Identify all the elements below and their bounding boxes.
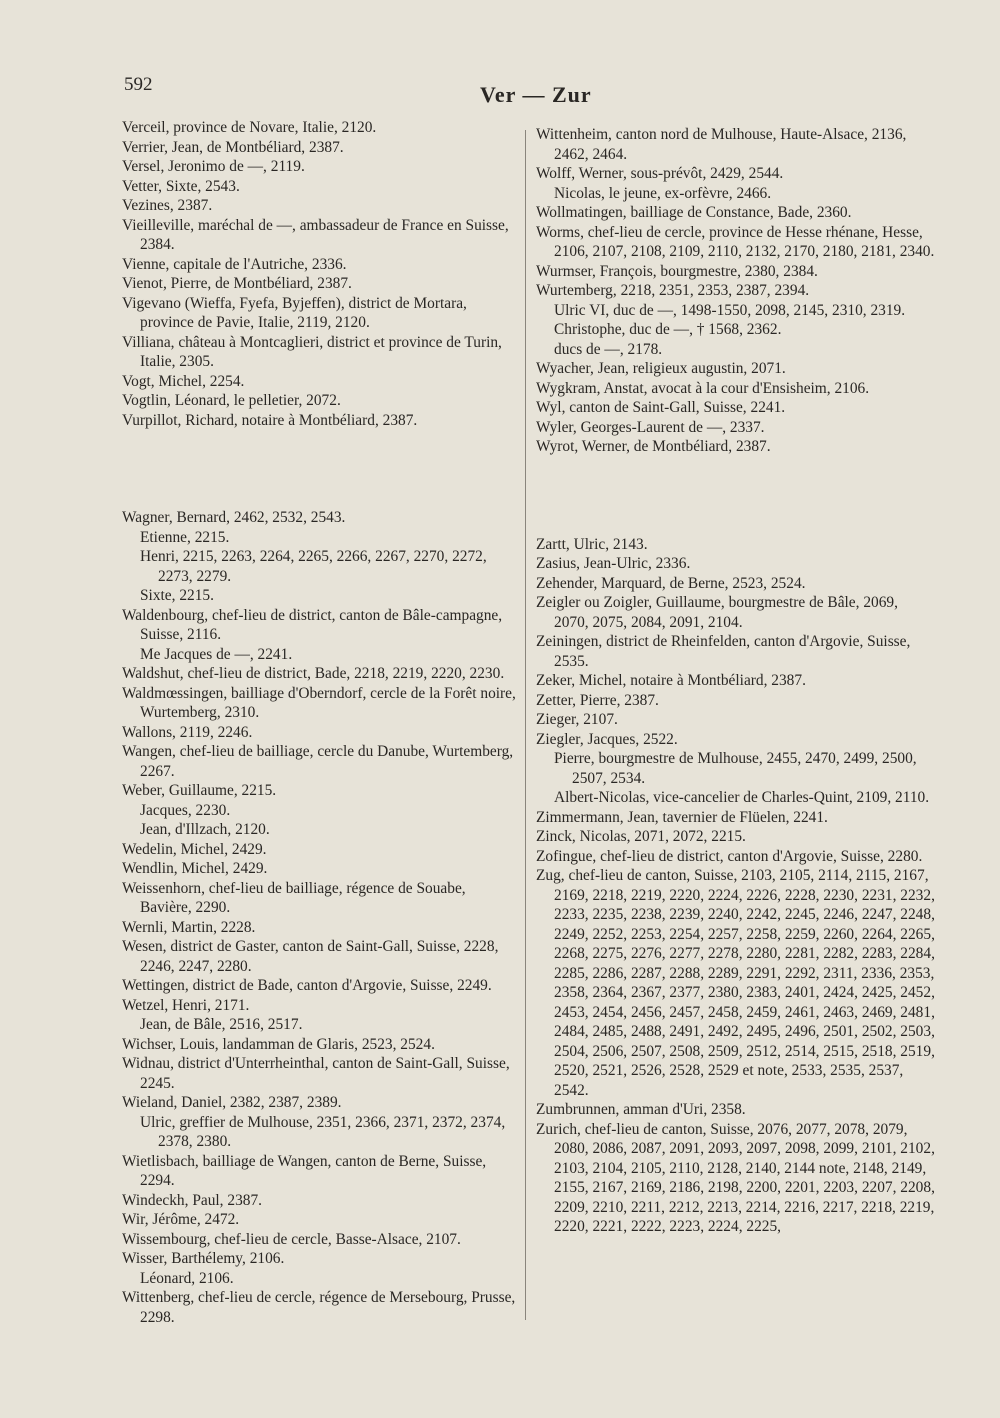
index-entry: Vezines, 2387. bbox=[122, 197, 213, 214]
index-entry: Waldenbourg, chef-lieu de district, canton de Bâle-campagne, Suisse, 2116. bbox=[122, 606, 503, 643]
index-subentry: Léonard, 2106. bbox=[140, 1269, 234, 1287]
index-subentry: Etienne, 2215. bbox=[140, 528, 230, 546]
index-entry: Wesen, district de Gaster, canton de Saint-Gall, Suisse, 2228, 2246, 2247, 2280. bbox=[122, 938, 499, 975]
index-entry: Wyacher, Jean, religieux augustin, 2071. bbox=[536, 360, 786, 377]
index-subentry: Ulric VI, duc de —, 1498-1550, 2098, 2145, 2310, 2319. bbox=[554, 301, 906, 319]
index-entry: Waldmœssingen, bailliage d'Oberndorf, cercle de la Forêt noire, Wurtemberg, 2310. bbox=[122, 684, 516, 721]
index-entry: Vogtlin, Léonard, le pelletier, 2072. bbox=[122, 392, 341, 409]
index-subentry: Jean, de Bâle, 2516, 2517. bbox=[140, 1016, 303, 1033]
index-entry: Vurpillot, Richard, notaire à Montbéliard, 2387. bbox=[122, 411, 418, 429]
index-entry: Wietlisbach, bailliage de Wangen, canton de Berne, Suisse, 2294. bbox=[122, 1152, 487, 1189]
index-entry: Wallons, 2119, 2246. bbox=[122, 723, 253, 741]
left-column bbox=[122, 118, 518, 1327]
index-entry: Wittenheim, canton nord de Mulhouse, Haute-Alsace, 2136, 2462, 2464. bbox=[536, 126, 907, 163]
index-entry: Wieland, Daniel, 2382, 2387, 2389. bbox=[122, 1094, 342, 1111]
index-entry: Vetter, Sixte, 2543. bbox=[122, 177, 240, 195]
index-entry: Zetter, Pierre, 2387. bbox=[536, 691, 659, 709]
index-entry: Wygkram, Anstat, avocat à la cour d'Ensisheim, 2106. bbox=[536, 379, 870, 397]
index-subentry: Ulric, greffier de Mulhouse, 2351, 2366, 2371, 2372, 2374, 2378, 2380. bbox=[140, 1113, 506, 1150]
index-entry: Wichser, Louis, landamman de Glaris, 2523, 2524. bbox=[122, 1035, 435, 1053]
index-entry: Zartt, Ulric, 2143. bbox=[536, 535, 648, 553]
index-entry: Wurmser, François, bourgmestre, 2380, 2384. bbox=[536, 262, 818, 280]
index-entry: Zumbrunnen, amman d'Uri, 2358. bbox=[536, 1101, 746, 1118]
index-entry: Zeiningen, district de Rheinfelden, canton d'Argovie, Suisse, 2535. bbox=[536, 633, 911, 670]
index-entry: Wir, Jérôme, 2472. bbox=[122, 1211, 240, 1228]
index-subentry: Christophe, duc de —, † 1568, 2362. bbox=[554, 321, 782, 338]
index-entry: Zinck, Nicolas, 2071, 2072, 2215. bbox=[536, 828, 746, 845]
right-column bbox=[536, 125, 936, 1237]
index-entry: Wyl, canton de Saint-Gall, Suisse, 2241. bbox=[536, 399, 786, 416]
index-entry: Wyrot, Werner, de Montbéliard, 2387. bbox=[536, 438, 771, 455]
index-entry: Weissenhorn, chef-lieu de bailliage, régence de Souabe, Bavière, 2290. bbox=[122, 879, 466, 916]
index-subentry: ducs de —, 2178. bbox=[554, 340, 663, 358]
index-entry: Wyler, Georges-Laurent de —, 2337. bbox=[536, 418, 765, 436]
index-entry: Windeckh, Paul, 2387. bbox=[122, 1191, 263, 1209]
index-entry: Zehender, Marquard, de Berne, 2523, 2524. bbox=[536, 574, 806, 592]
index-entry: Zeker, Michel, notaire à Montbéliard, 2387. bbox=[536, 672, 806, 689]
index-subentry: Jean, d'Illzach, 2120. bbox=[140, 821, 270, 838]
index-entry: Vigevano (Wieffa, Fyefa, Byjeffen), district de Mortara, province de Pavie, Italie, 2119, 2120. bbox=[122, 294, 467, 331]
index-subentry: Sixte, 2215. bbox=[140, 587, 214, 604]
index-entry: Verrier, Jean, de Montbéliard, 2387. bbox=[122, 138, 344, 156]
index-entry: Wollmatingen, bailliage de Constance, Bade, 2360. bbox=[536, 204, 852, 221]
index-entry: Wangen, chef-lieu de bailliage, cercle du Danube, Wurtemberg, 2267. bbox=[122, 743, 514, 780]
index-entry: Wendlin, Michel, 2429. bbox=[122, 860, 268, 877]
page-number: 592 bbox=[124, 74, 153, 95]
index-subentry: Albert-Nicolas, vice-cancelier de Charles-Quint, 2109, 2110. bbox=[554, 789, 930, 806]
index-entry: Vienne, capitale de l'Autriche, 2336. bbox=[122, 255, 347, 273]
index-subentry: Me Jacques de —, 2241. bbox=[140, 645, 293, 663]
index-entry: Verceil, province de Novare, Italie, 2120. bbox=[122, 119, 377, 136]
index-entry: Wisser, Barthélemy, 2106. bbox=[122, 1250, 285, 1267]
index-entry: Weber, Guillaume, 2215. bbox=[122, 782, 277, 799]
index-entry: Worms, chef-lieu de cercle, province de Hesse rhénane, Hesse, 2106, 2107, 2108, 2109, 2110, 2132, 2170, 2180, 2181, 2340. bbox=[536, 223, 935, 260]
index-entry: Wedelin, Michel, 2429. bbox=[122, 840, 267, 858]
index-entry: Vieilleville, maréchal de —, ambassadeur de France en Suisse, 2384. bbox=[122, 216, 509, 253]
index-entry: Vogt, Michel, 2254. bbox=[122, 372, 245, 390]
index-entry: Zasius, Jean-Ulric, 2336. bbox=[536, 555, 691, 572]
index-entry: Zimmermann, Jean, tavernier de Flüelen, 2241. bbox=[536, 808, 828, 826]
index-entry: Wurtemberg, 2218, 2351, 2353, 2387, 2394. bbox=[536, 282, 810, 299]
index-subentry: Henri, 2215, 2263, 2264, 2265, 2266, 2267, 2270, 2272, 2273, 2279. bbox=[140, 548, 487, 585]
index-subentry: Nicolas, le jeune, ex-orfèvre, 2466. bbox=[554, 184, 772, 202]
index-entry: Versel, Jeronimo de —, 2119. bbox=[122, 158, 305, 175]
index-entry: Zurich, chef-lieu de canton, Suisse, 2076, 2077, 2078, 2079, 2080, 2086, 2087, 2091, 2093, 2097, 2098, 2099, 2101, 2102, 2103, 2104, 2105, 2110, 2128, 2140, 2144 note, 2148, 2149, 2155, 2167, 2169, 2186, 2198, 2200, 2201, 2203, 2207, 2208, 2209, 2210, 2211, 2212, 2213, 2214, 2216, 2217, 2218, 2219, 2220, 2221, 2222, 2223, 2224, 2225, bbox=[536, 1120, 935, 1235]
index-entry: Zofingue, chef-lieu de district, canton d'Argovie, Suisse, 2280. bbox=[536, 847, 923, 865]
index-entry: Wolff, Werner, sous-prévôt, 2429, 2544. bbox=[536, 165, 784, 182]
index-entry: Wernli, Martin, 2228. bbox=[122, 918, 256, 936]
index-entry: Wetzel, Henri, 2171. bbox=[122, 996, 250, 1014]
index-entry: Widnau, district d'Unterrheinthal, canton de Saint-Gall, Suisse, 2245. bbox=[122, 1055, 510, 1092]
index-entry: Waldshut, chef-lieu de district, Bade, 2218, 2219, 2220, 2230. bbox=[122, 665, 505, 682]
section-gap bbox=[536, 457, 936, 535]
section-gap bbox=[122, 430, 518, 508]
index-entry: Zug, chef-lieu de canton, Suisse, 2103, 2105, 2114, 2115, 2167, 2169, 2218, 2219, 2220, 2224, 2226, 2228, 2230, 2231, 2232, 2233, 2235, 2238, 2239, 2240, 2242, 2245, 2246, 2247, 2248, 2249, 2252, 2253, 2254, 2257, 2258, 2259, 2260, 2264, 2265, 2268, 2275, 2276, 2277, 2278, 2280, 2281, 2282, 2283, 2284, 2285, 2286, 2287, 2288, 2289, 2291, 2292, 2311, 2336, 2353, 2358, 2364, 2367, 2377, 2380, 2383, 2401, 2424, 2425, 2452, 2453, 2454, 2456, 2457, 2458, 2459, 2461, 2463, 2469, 2481, 2484, 2485, 2488, 2491, 2492, 2495, 2496, 2501, 2502, 2503, 2504, 2506, 2507, 2508, 2509, 2512, 2514, 2515, 2518, 2519, 2520, 2521, 2526, 2528, 2529 et note, 2533, 2535, 2537, 2542. bbox=[536, 867, 935, 1099]
index-subentry: Jacques, 2230. bbox=[140, 801, 231, 819]
index-entry: Villiana, château à Montcaglieri, district et province de Turin, Italie, 2305. bbox=[122, 333, 502, 370]
index-subentry: Pierre, bourgmestre de Mulhouse, 2455, 2470, 2499, 2500, 2507, 2534. bbox=[554, 750, 917, 787]
index-entry: Wissembourg, chef-lieu de cercle, Basse-Alsace, 2107. bbox=[122, 1230, 461, 1248]
index-entry: Wagner, Bernard, 2462, 2532, 2543. bbox=[122, 509, 346, 526]
page-title: Ver — Zur bbox=[480, 82, 592, 107]
index-entry: Wettingen, district de Bade, canton d'Argovie, Suisse, 2249. bbox=[122, 977, 492, 994]
column-divider bbox=[525, 130, 526, 1320]
index-entry: Vienot, Pierre, de Montbéliard, 2387. bbox=[122, 275, 352, 292]
index-entry: Zeigler ou Zoigler, Guillaume, bourgmestre de Bâle, 2069, 2070, 2075, 2084, 2091, 2104. bbox=[536, 594, 898, 631]
index-entry: Wittenberg, chef-lieu de cercle, régence de Mersebourg, Prusse, 2298. bbox=[122, 1289, 516, 1326]
index-entry: Ziegler, Jacques, 2522. bbox=[536, 730, 678, 748]
index-entry: Zieger, 2107. bbox=[536, 711, 618, 728]
